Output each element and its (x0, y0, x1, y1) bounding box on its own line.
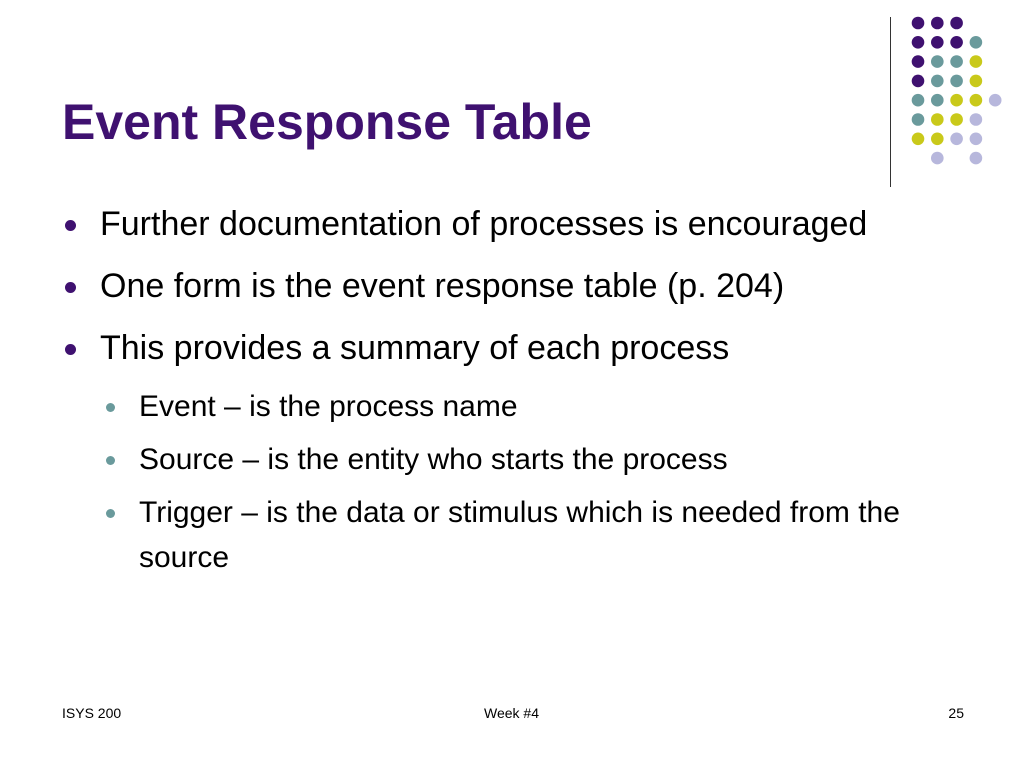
slide-title: Event Response Table (62, 94, 592, 150)
decorative-dot (931, 55, 944, 68)
decorative-dot (931, 36, 944, 49)
bullet-list (62, 198, 992, 588)
decorative-dot (931, 133, 944, 146)
sub-bullet-dot-icon (106, 509, 115, 518)
sub-bullet-item (62, 437, 992, 482)
sub-bullet-text: Trigger – is the data or stimulus which is needed from the source (139, 496, 900, 574)
decorative-dot (931, 113, 944, 126)
decorative-dot (931, 94, 944, 107)
decorative-dot (950, 36, 963, 49)
sub-bullet-text: Event – is the process name (139, 390, 518, 423)
decorative-dot-grid (900, 10, 1010, 170)
decorative-dot (970, 55, 983, 68)
decorative-dot (950, 55, 963, 68)
bullet-text: One form is the event response table (p. 204) (100, 267, 785, 305)
decorative-dot (950, 75, 963, 88)
bullet-dot-icon (65, 282, 76, 293)
footer-page-number: 25 (948, 705, 964, 721)
title-divider-line (890, 17, 891, 187)
decorative-dot (970, 113, 983, 126)
decorative-dot (950, 94, 963, 107)
decorative-dot (931, 17, 944, 30)
decorative-dot (912, 94, 925, 107)
sub-bullet-item (62, 490, 992, 580)
decorative-dot (970, 75, 983, 88)
decorative-dot (970, 36, 983, 49)
bullet-text: This provides a summary of each process (100, 329, 730, 367)
bullet-item (62, 198, 992, 250)
decorative-dot (989, 94, 1002, 107)
decorative-dot (931, 75, 944, 88)
bullet-item (62, 260, 992, 312)
bullet-dot-icon (65, 344, 76, 355)
sub-bullet-dot-icon (106, 403, 115, 412)
footer-course: ISYS 200 (62, 705, 122, 721)
bullet-item (62, 322, 992, 374)
decorative-dot (912, 113, 925, 126)
decorative-dot (912, 75, 925, 88)
sub-bullet-item (62, 384, 992, 429)
sub-bullet-dot-icon (106, 456, 115, 465)
bullet-text: Further documentation of processes is encouraged (100, 205, 868, 243)
decorative-dot (912, 133, 925, 146)
decorative-dot (912, 55, 925, 68)
decorative-dot (970, 152, 983, 165)
bullet-dot-icon (65, 220, 76, 231)
decorative-dot (950, 133, 963, 146)
decorative-dot (912, 36, 925, 49)
footer-week: Week #4 (484, 705, 539, 721)
sub-bullet-text: Source – is the entity who starts the process (139, 443, 728, 476)
decorative-dot (970, 94, 983, 107)
decorative-dot (950, 17, 963, 30)
decorative-dot (912, 17, 925, 30)
decorative-dot (950, 113, 963, 126)
decorative-dot (931, 152, 944, 165)
decorative-dot (970, 133, 983, 146)
